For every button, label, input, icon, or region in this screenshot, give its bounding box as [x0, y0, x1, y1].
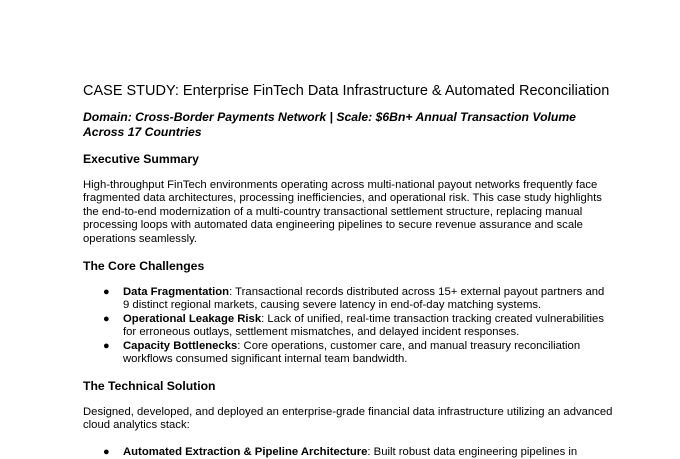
executive-summary-heading: Executive Summary: [83, 152, 199, 166]
core-challenges-list: [83, 286, 613, 366]
executive-summary-body: High-throughput FinTech environments operating across multi-national payout networks frequently face fragmented data architectures, processing inefficiencies, and operational risk. This case study highlights the end-to-end modernization of a multi-country transactional settlement structure, replacing manual processing loops with automated data engineering pipelines to secure revenue assurance and scale operations seamlessly.: [83, 179, 602, 245]
technical-solution-heading: The Technical Solution: [83, 379, 216, 393]
document-subtitle: Domain: Cross-Border Payments Network | Scale: $6Bn+ Annual Transaction Volume Across 17 Countries: [83, 110, 576, 139]
challenge-text: : Transactional records distributed across 15+ external payout partners and 9 distinct regional markets, causing severe latency in end-of-day matching systems.: [123, 286, 605, 312]
list-item: [83, 446, 613, 459]
page-title: CASE STUDY: Enterprise FinTech Data Infrastructure & Automated Reconciliation: [83, 83, 610, 99]
bullet-icon: ●: [103, 312, 110, 325]
technical-solution-body: Designed, developed, and deployed an enterprise-grade financial data infrastructure utilizing an advanced cloud analytics stack:: [83, 406, 613, 432]
bullet-icon: ●: [103, 286, 110, 298]
list-item: [83, 286, 613, 313]
solution-term: Automated Extraction & Pipeline Architecture: [123, 446, 368, 458]
technical-solution-list: [83, 446, 613, 459]
core-challenges-heading: The Core Challenges: [83, 259, 205, 273]
list-item: [83, 313, 613, 340]
challenge-term: Data Fragmentation: [123, 286, 230, 298]
solution-text: : Built robust data engineering pipelines in: [367, 446, 578, 458]
bullet-icon: ●: [103, 446, 110, 458]
challenge-term: Capacity Bottlenecks: [123, 339, 238, 352]
challenge-text: : Lack of unified, real-time transaction tracking created vulnerabilities for erroneous outlays, settlement mismatches, and delayed incident responses.: [123, 312, 604, 339]
challenge-term: Operational Leakage Risk: [123, 312, 262, 325]
list-item: [83, 340, 613, 367]
challenge-text: : Core operations, customer care, and manual treasury reconciliation workflows consumed significant internal team bandwidth.: [123, 339, 581, 366]
bullet-icon: ●: [103, 339, 110, 352]
